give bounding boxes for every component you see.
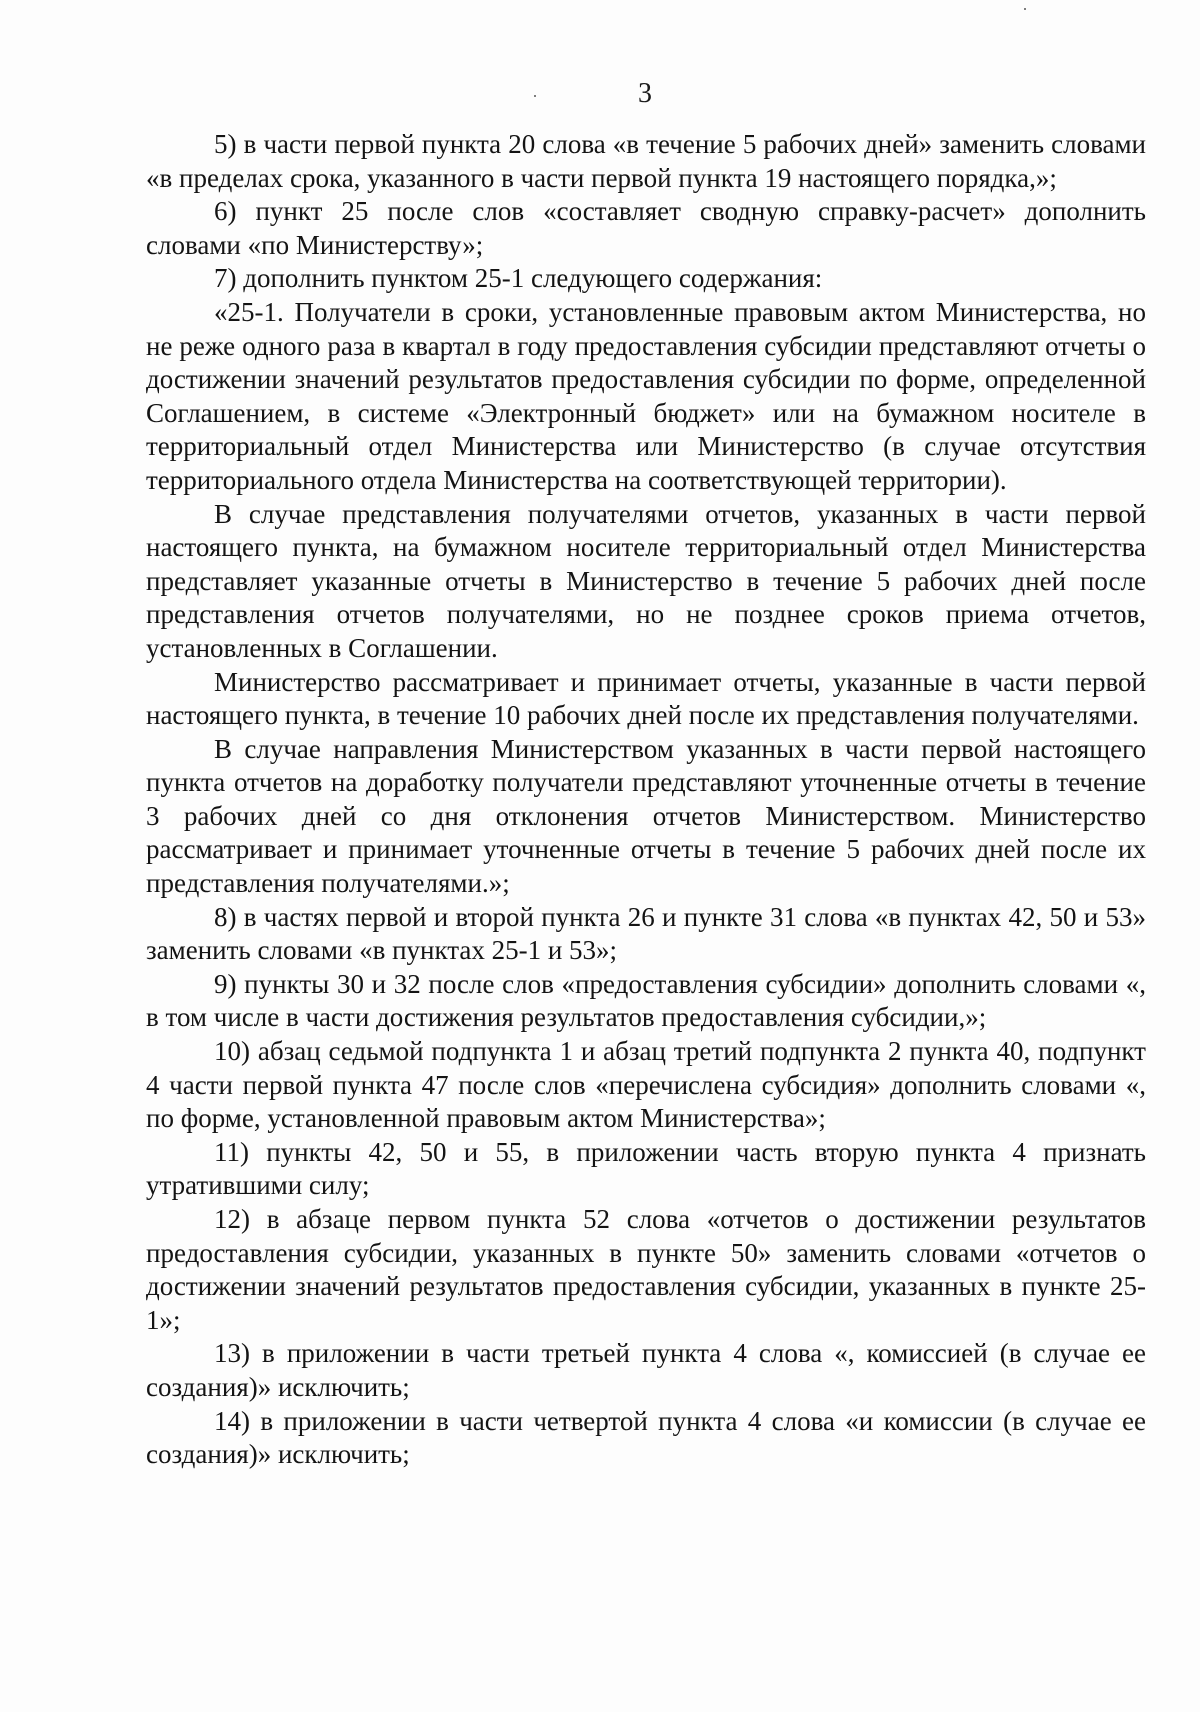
paragraph-item-10: 10) абзац седьмой подпункта 1 и абзац третий подпункта 2 пункта 40, подпункт 4 части первой пункта 47 после слов «перечислена субсидия» дополнить словами «, по форме, установленной правовым актом Министерства»; (146, 1036, 1146, 1134)
paragraph-item-13: 13) в приложении в части третьей пункта 4 слова «, комиссией (в случае ее создания)» исключить; (146, 1338, 1146, 1402)
paragraph-item-8: 8) в частях первой и второй пункта 26 и пункте 31 слова «в пунктах 42, 50 и 53» заменить словами «в пунктах 25-1 и 53»; (146, 901, 1146, 966)
scan-speck (1024, 8, 1026, 10)
paragraph-25-1-part-1: «25-1. Получатели в сроки, установленные правовым актом Министерства, но не реже одного раза в квартал в году предоставления субсидии представляют отчеты о достижении значений результатов предоставления субсидии по форме, определенной Соглашением, в системе «Электронный бюджет» или на бумажном носителе в территориальный отдел Министерства или Министерство (в случае отсутствия территориального отдела Министерства на соответствующей территории). (146, 296, 1146, 495)
paragraph-25-1-part-4: В случае направления Министерством указанных в части первой настоящего пункта отчетов на доработку получатели представляют уточненные отчеты в течение 3 рабочих дней со дня отклонения отчетов Министерством. Министерство рассматривает и принимает уточненные отчеты в течение 5 рабочих дней после их представления получателями.»; (146, 733, 1146, 899)
paragraph-item-9: 9) пункты 30 и 32 после слов «предоставления субсидии» дополнить словами «, в том числе в части достижения результатов предоставления субсидии,»; (146, 968, 1146, 1033)
paragraph-item-14: 14) в приложении в части четвертой пункта 4 слова «и комиссии (в случае ее создания)» исключить; (146, 1405, 1146, 1470)
paragraph-item-6: 6) пункт 25 после слов «составляет сводную справку-расчет» дополнить словами «по Министерству»; (146, 196, 1146, 260)
paragraph-item-11: 11) пункты 42, 50 и 55, в приложении часть вторую пункта 4 признать утратившими силу; (146, 1136, 1146, 1201)
paragraph-item-5: 5) в части первой пункта 20 слова «в течение 5 рабочих дней» заменить словами «в пределах срока, указанного в части первой пункта 19 настоящего порядка,»; (146, 129, 1146, 193)
page-number: 3 (638, 78, 652, 109)
paragraph-25-1-part-3: Министерство рассматривает и принимает отчеты, указанные в части первой настоящего пункта, в течение 10 рабочих дней после их представления получателями. (146, 666, 1146, 731)
paragraph-25-1-part-2: В случае представления получателями отчетов, указанных в части первой настоящего пункта, на бумажном носителе территориальный отдел Министерства представляет указанные отчеты в Министерство в течение 5 рабочих дней после представления отчетов получателями, но не позднее сроков приема отчетов, установленных в Соглашении. (146, 498, 1146, 663)
paragraph-item-12: 12) в абзаце первом пункта 52 слова «отчетов о достижении результатов предоставления субсидии, указанных в пункте 50» заменить словами «отчетов о достижении значений результатов предоставления субсидии, указанных в пункте 25-1»; (146, 1204, 1146, 1335)
document-body (146, 128, 1146, 1472)
paragraph-item-7: 7) дополнить пунктом 25-1 следующего содержания: (214, 263, 823, 294)
